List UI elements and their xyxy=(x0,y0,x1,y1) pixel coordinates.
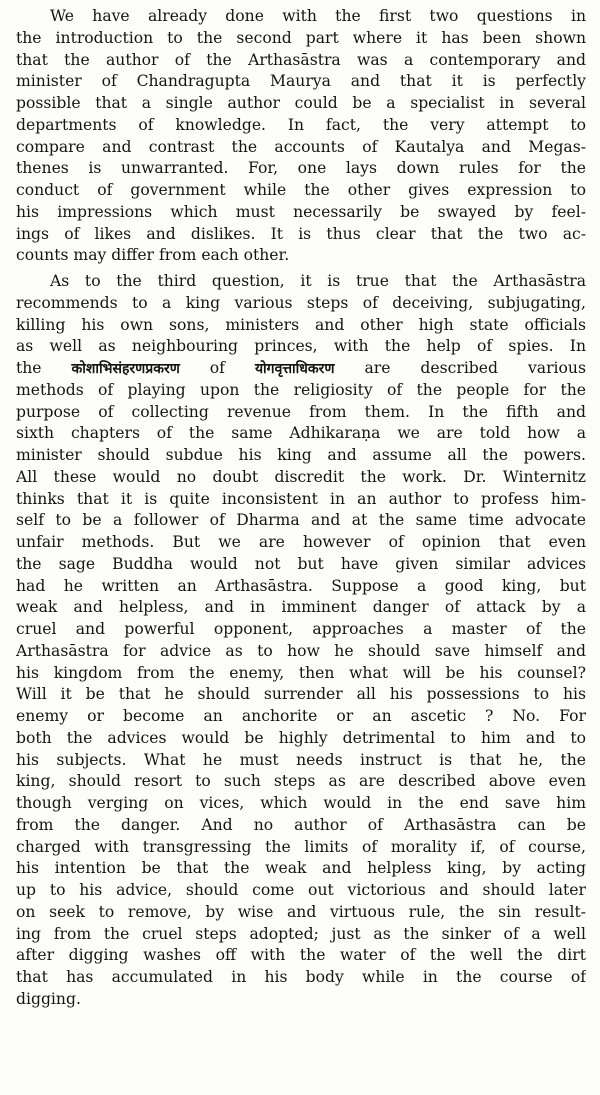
text-line: had he written an Arthasāstra. Suppose a good king, but xyxy=(16,576,586,595)
text-line: digging. xyxy=(16,989,81,1008)
text-line: from the danger. And no author of Arthasāstra can be xyxy=(16,815,586,834)
sanskrit-term-yogavrittadhikarana: योगवृत्ताधिकरण xyxy=(254,361,335,377)
text-line: thenes is unwarranted. For, one lays down rules for the xyxy=(16,159,586,178)
text-line: purpose of collecting revenue from them. In the fifth and xyxy=(16,402,586,421)
text-line: counts may differ from each other. xyxy=(16,246,290,265)
text-line: minister should subdue his king and assume all the powers. xyxy=(16,446,586,464)
text-line: ings of likes and dislikes. It is thus clear that the two ac- xyxy=(16,224,586,243)
text-line: after digging washes off with the water of the well the dirt xyxy=(16,946,586,965)
sanskrit-term-koshabhisamharana: कोशाभिसंहरणप्रकरण xyxy=(71,361,180,377)
text-line: weak and helpless, and in imminent danger of attack by a xyxy=(16,598,586,617)
text-line: unfair methods. But we are however of opinion that even xyxy=(16,533,586,551)
text-line: As to the third question, it is true that the Arthasāstra xyxy=(50,272,586,290)
devanagari-line xyxy=(16,358,586,380)
text-line: methods of playing upon the religiosity of the people for the xyxy=(16,380,586,399)
text-line: Arthasāstra for advice as to how he should save himself and xyxy=(16,641,586,660)
text-line: All these would no doubt discredit the work. Dr. Winternitz xyxy=(16,467,586,486)
text-line: sixth chapters of the same Adhikaraṇa we are told how a xyxy=(16,424,586,443)
text-line: that has accumulated in his body while in the course of xyxy=(16,968,586,986)
text-line: his kingdom from the enemy, then what will be his counsel? xyxy=(16,663,586,682)
text-line: recommends to a king various steps of deceiving, subjugating, xyxy=(16,293,586,312)
paragraph-1 xyxy=(16,6,586,267)
text-line: thinks that it is quite inconsistent in an author to profess him- xyxy=(16,489,586,508)
text-line: self to be a follower of Dharma and at the same time advocate xyxy=(16,511,586,530)
text-line: charged with transgressing the limits of morality if, of course, xyxy=(16,837,586,856)
text-line xyxy=(16,1011,586,1033)
text-line: Will it be that he should surrender all his possessions to his xyxy=(16,685,586,704)
deva-line-mid: of xyxy=(209,359,225,377)
text-line: minister of Chandragupta Maurya and that it is perfectly xyxy=(16,72,586,91)
text-line: on seek to remove, by wise and virtuous rule, the sin result- xyxy=(16,902,586,921)
text-line: enemy or become an anchorite or an ascetic ? No. For xyxy=(16,707,586,725)
text-line: compare and contrast the accounts of Kautalya and Megas- xyxy=(16,137,586,156)
text-line: his intention be that the weak and helpless king, by acting xyxy=(16,859,586,878)
text-line: departments of knowledge. In fact, the very attempt to xyxy=(16,115,586,134)
deva-line-pre: the xyxy=(16,359,42,377)
text-line: killing his own sons, ministers and other high state officials xyxy=(16,315,586,334)
text-line: the introduction to the second part where it has been shown xyxy=(16,28,586,47)
text-line: conduct of government while the other gives expression to xyxy=(16,181,586,199)
text-line: that the author of the Arthasāstra was a contemporary and xyxy=(16,50,586,69)
text-line: the sage Buddha would not but have given similar advices xyxy=(16,554,586,573)
text-line: up to his advice, should come out victorious and should later xyxy=(16,881,586,899)
text-line: king, should resort to such steps as are described above even xyxy=(16,772,586,791)
body-text xyxy=(16,6,586,1032)
text-line: his subjects. What he must needs instruct is that he, the xyxy=(16,750,586,769)
text-line: both the advices would be highly detrimental to him and to xyxy=(16,728,586,747)
text-line: ing from the cruel steps adopted; just as the sinker of a well xyxy=(16,924,586,943)
text-line: his impressions which must necessarily be swayed by feel- xyxy=(16,202,586,221)
text-line: though verging on vices, which would in the end save him xyxy=(16,794,586,812)
deva-line-post: are described various xyxy=(364,359,586,377)
text-line: as well as neighbouring princes, with the help of spies. In xyxy=(16,337,586,356)
text-line: cruel and powerful opponent, approaches a master of the xyxy=(16,620,586,638)
text-line: possible that a single author could be a specialist in several xyxy=(16,94,586,112)
text-line: We have already done with the first two questions in xyxy=(50,7,586,25)
paragraph-2 xyxy=(16,271,586,1032)
